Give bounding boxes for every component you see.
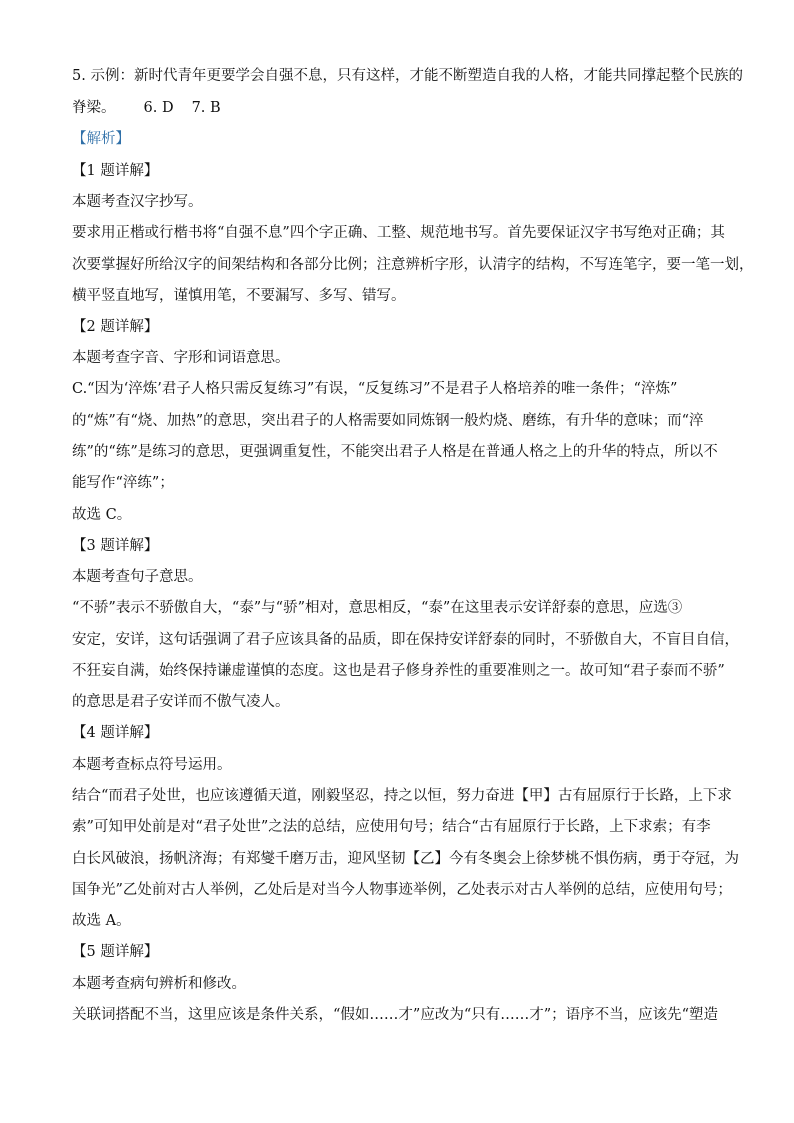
section-3-line-4: 不狂妄自满，始终保持谦虚谨慎的态度。这也是君子修身养性的重要准则之一。故可知“君子泰而不骄”	[72, 663, 725, 679]
section-4-heading: 【4 题详解】	[72, 725, 159, 741]
section-2-line-6: 故选 C。	[72, 507, 132, 523]
section-2-line-1: 本题考查字音、字形和词语意思。	[72, 350, 290, 366]
section-4-line-4: 白长风破浪，扬帆济海；有郑燮千磨万击，迎风坚韧【乙】今有冬奥会上徐梦桃不惧伤病，勇于夺冠，为	[72, 851, 739, 867]
section-4-line-3: 索”可知甲处前是对“君子处世”之法的总结，应使用句号；结合“古有屈原行于长路，上下求索；有李	[72, 819, 711, 835]
answer-7: 7. B	[191, 100, 221, 116]
section-2-line-2: C.“因为‘淬炼’君子人格只需反复练习”有误，“反复练习”不是君子人格培养的唯一条件；“淬炼”	[72, 381, 678, 397]
section-3-line-1: 本题考查句子意思。	[72, 569, 203, 585]
analysis-label: 【解析】	[72, 131, 130, 147]
section-2-heading: 【2 题详解】	[72, 319, 159, 335]
section-3-line-2: “不骄”表示不骄傲自大，“泰”与“骄”相对，意思相反，“泰”在这里表示安详舒泰的意思，应选③	[72, 600, 683, 616]
section-1-line-2: 要求用正楷或行楷书将“自强不息”四个字正确、工整、规范地书写。首先要保证汉字书写绝对正确；其	[72, 225, 725, 241]
section-4-line-1: 本题考查标点符号运用。	[72, 757, 232, 773]
section-5-heading: 【5 题详解】	[72, 944, 159, 960]
answer-5-line-1: 5. 示例：新时代青年更要学会自强不息，只有这样，才能不断塑造自我的人格，才能共同撑起整个民族的	[72, 68, 743, 84]
section-2-line-3: 的“炼”有“烧、加热”的意思，突出君子的人格需要如同炼钢一般灼烧、磨练，有升华的意味；而“淬	[72, 413, 704, 429]
section-5-line-1: 本题考查病句辨析和修改。	[72, 976, 246, 992]
section-3-line-3: 安定，安详，这句话强调了君子应该具备的品质，即在保持安详舒泰的同时，不骄傲自大，不盲目自信，	[72, 632, 739, 648]
answer-6: 6. D	[143, 100, 174, 116]
section-5-line-2: 关联词搭配不当，这里应该是条件关系，“假如……才”应改为“只有……才”；语序不当，应该先“塑造	[72, 1007, 719, 1023]
section-1-line-1: 本题考查汉字抄写。	[72, 194, 203, 210]
section-3-line-5: 的意思是君子安详而不傲气凌人。	[72, 694, 290, 710]
section-1-heading: 【1 题详解】	[72, 163, 159, 179]
section-3-heading: 【3 题详解】	[72, 538, 159, 554]
section-4-line-2: 结合“而君子处世，也应该遵循天道，刚毅坚忍，持之以恒，努力奋进【甲】古有屈原行于长路，上下求	[72, 788, 732, 804]
section-1-line-3: 次要掌握好所给汉字的间架结构和各部分比例；注意辨析字形，认清字的结构，不写连笔字，要一笔一划，	[72, 257, 754, 273]
section-2-line-4: 练”的“练”是练习的意思，更强调重复性，不能突出君子人格是在普通人格之上的升华的特点，所以不	[72, 444, 718, 460]
section-2-line-5: 能写作“淬练”；	[72, 475, 174, 491]
section-1-line-4: 横平竖直地写，谨慎用笔，不要漏写、多写、错写。	[72, 288, 406, 304]
section-4-line-5: 国争光”乙处前对古人举例，乙处后是对当今人物事迹举例，乙处表示对古人举例的总结，应使用句号；	[72, 882, 732, 898]
answer-5-end: 脊梁。	[72, 100, 116, 116]
section-4-line-6: 故选 A。	[72, 913, 131, 929]
answer-5-line-2	[72, 98, 732, 118]
